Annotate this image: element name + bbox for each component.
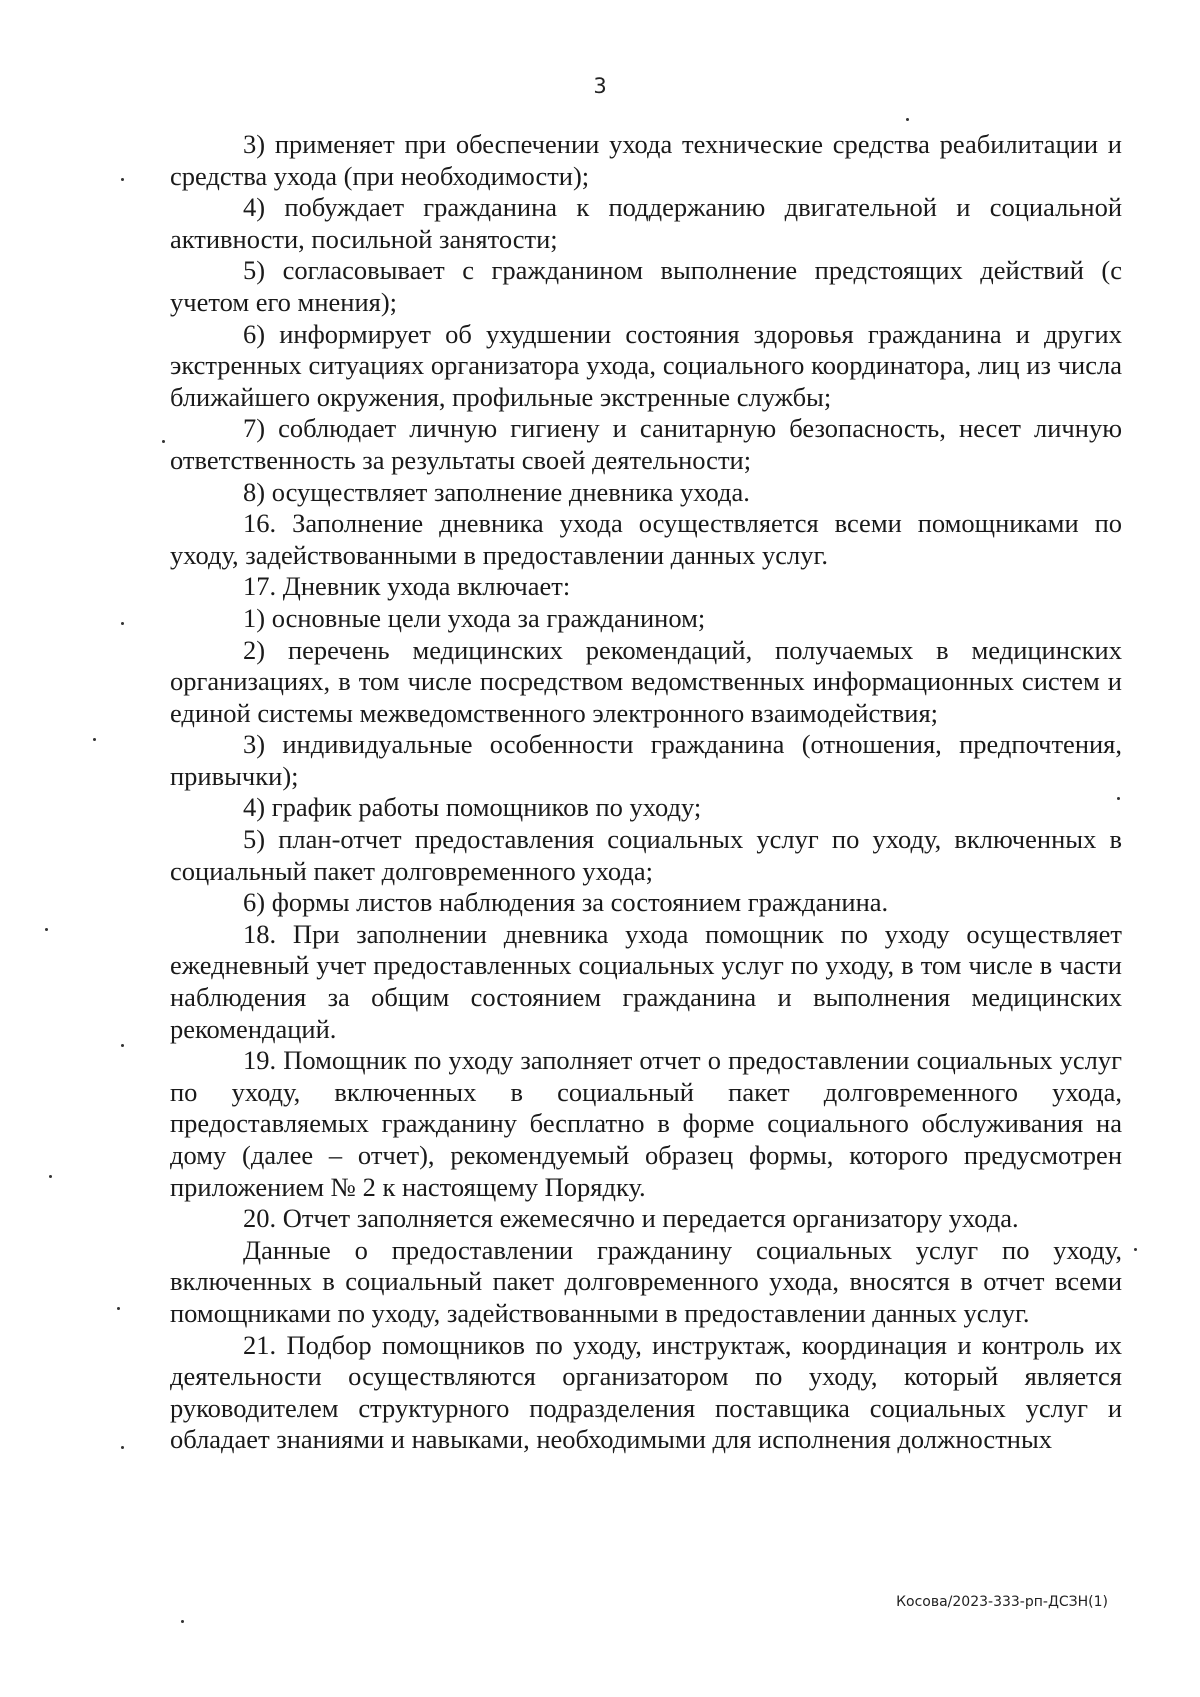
scan-speck — [121, 178, 124, 181]
scan-speck — [181, 1620, 184, 1623]
clause-paragraph: 20. Отчет заполняется ежемесячно и передается организатору ухода. — [243, 1203, 1019, 1234]
list-item: 3) применяет при обеспечении ухода технические средства реабилитации и средства ухода (при необходимости); — [170, 129, 1122, 191]
scan-speck — [45, 928, 48, 931]
list-item: 7) соблюдает личную гигиену и санитарную безопасность, несет личную ответственность за результаты своей деятельности; — [170, 413, 1122, 475]
list-item: 2) перечень медицинских рекомендаций, получаемых в медицинских организациях, в том числе посредством ведомственных информационных систем и единой системы межведомственного электронного взаимодействия; — [170, 634, 1122, 728]
list-item: 4) побуждает гражданина к поддержанию двигательной и социальной активности, посильной занятости; — [170, 192, 1122, 254]
scan-speck — [162, 440, 165, 443]
scan-speck — [1134, 1248, 1137, 1251]
scan-speck — [1117, 797, 1120, 800]
list-item: 1) основные цели ухода за гражданином; — [243, 602, 706, 633]
document-body — [170, 129, 1122, 1456]
scan-speck — [121, 622, 124, 625]
list-item: 4) график работы помощников по уходу; — [243, 792, 702, 823]
list-item: 6) формы листов наблюдения за состоянием гражданина. — [243, 887, 889, 918]
list-item: 5) план-отчет предоставления социальных услуг по уходу, включенных в социальный пакет долговременного ухода; — [170, 824, 1122, 886]
clause-paragraph: 19. Помощник по уходу заполняет отчет о предоставлении социальных услуг по уходу, включенных в социальный пакет долговременного ухода, предоставляемых гражданину бесплатно в форме социального обслуживания на дому (далее – отчет), рекомендуемый образец формы, которого предусмотрен приложением № 2 к настоящему Порядку. — [170, 1045, 1122, 1202]
list-item: 3) индивидуальные особенности гражданина (отношения, предпочтения, привычки); — [170, 729, 1122, 791]
footer-document-code: Косова/2023-333-рп-ДСЗН(1) — [896, 1594, 1108, 1610]
body-paragraph: Данные о предоставлении гражданину социальных услуг по уходу, включенных в социальный пакет долговременного ухода, вносятся в отчет всеми помощниками по уходу, задействованными в предоставлении данных услуг. — [170, 1234, 1122, 1328]
list-item: 8) осуществляет заполнение дневника ухода. — [243, 476, 750, 507]
scan-speck — [121, 1446, 124, 1449]
scan-speck — [906, 118, 909, 121]
list-item: 5) согласовывает с гражданином выполнение предстоящих действий (с учетом его мнения); — [170, 255, 1122, 317]
scan-speck — [49, 1175, 52, 1178]
scan-speck — [117, 1307, 120, 1310]
list-item: 6) информирует об ухудшении состояния здоровья гражданина и других экстренных ситуациях организатора ухода, социального координатора, лиц из числа ближайшего окружения, профильные экстренные службы; — [170, 318, 1122, 412]
clause-paragraph: 21. Подбор помощников по уходу, инструктаж, координация и контроль их деятельности осуществляются организатором по уходу, который является руководителем структурного подразделения поставщика социальных услуг и обладает знаниями и навыками, необходимыми для исполнения должностных — [170, 1329, 1122, 1455]
clause-paragraph: 17. Дневник ухода включает: — [243, 571, 571, 602]
scan-speck — [121, 1044, 124, 1047]
clause-paragraph: 18. При заполнении дневника ухода помощник по уходу осуществляет ежедневный учет предоставленных социальных услуг по уходу, в том числе в части наблюдения за общим состоянием гражданина и выполнения медицинских рекомендаций. — [170, 918, 1122, 1044]
clause-paragraph: 16. Заполнение дневника ухода осуществляется всеми помощниками по уходу, задействованными в предоставлении данных услуг. — [170, 508, 1122, 570]
page-number: 3 — [593, 74, 607, 98]
scan-speck — [93, 738, 96, 741]
